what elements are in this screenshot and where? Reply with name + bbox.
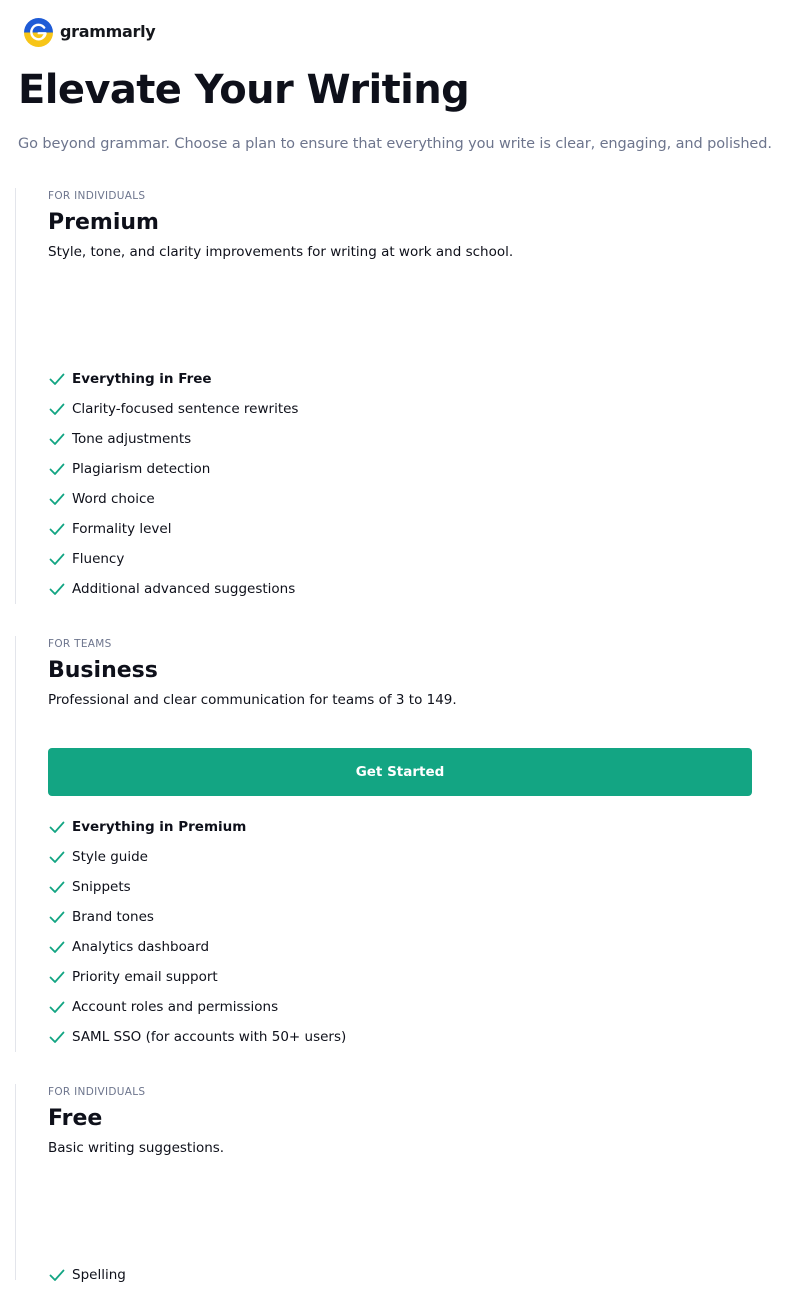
feature-item [48,424,298,454]
feature-item [48,902,346,932]
checkmark-icon [48,490,66,508]
plan-description: Professional and clear communication for teams of 3 to 149. [48,692,457,708]
feature-item [48,872,346,902]
feature-item [48,514,298,544]
feature-item [48,962,346,992]
feature-item [48,1022,346,1052]
feature-label: Priority email support [72,969,218,985]
feature-label: Spelling [72,1267,126,1283]
plan-name: Free [48,1106,103,1131]
plan-card-free [15,1084,753,1283]
plan-description: Basic writing suggestions. [48,1140,225,1156]
plan-card-premium [15,188,753,604]
feature-label: Fluency [72,551,125,567]
plan-audience-tag: FOR TEAMS [48,638,112,650]
checkmark-icon [48,818,66,836]
feature-label: Style guide [72,849,148,865]
feature-label: Everything in Premium [72,819,247,835]
plan-description: Style, tone, and clarity improvements for writing at work and school. [48,244,514,260]
checkmark-icon [48,998,66,1016]
feature-label: Formality level [72,521,172,537]
feature-item [48,992,346,1022]
plan-card-business [15,636,753,1052]
feature-list [48,1260,126,1290]
feature-item [48,574,298,604]
feature-item [48,364,298,394]
brand-wordmark: grammarly [60,22,156,41]
feature-label: Everything in Free [72,371,212,387]
checkmark-icon [48,520,66,538]
feature-item [48,484,298,514]
feature-list [48,364,298,604]
feature-label: Clarity-focused sentence rewrites [72,401,299,417]
checkmark-icon [48,370,66,388]
checkmark-icon [48,550,66,568]
feature-item [48,842,346,872]
feature-label: Analytics dashboard [72,939,210,955]
plan-audience-tag: FOR INDIVIDUALS [48,1086,146,1098]
plan-audience-tag: FOR INDIVIDUALS [48,190,146,202]
checkmark-icon [48,1028,66,1046]
feature-item [48,394,298,424]
checkmark-icon [48,908,66,926]
plan-name: Business [48,658,158,683]
checkmark-icon [48,460,66,478]
feature-item [48,544,298,574]
feature-item [48,1260,126,1290]
checkmark-icon [48,580,66,598]
checkmark-icon [48,1266,66,1284]
checkmark-icon [48,878,66,896]
feature-label: Tone adjustments [72,431,192,447]
checkmark-icon [48,430,66,448]
checkmark-icon [48,938,66,956]
feature-item [48,932,346,962]
feature-label: Word choice [72,491,155,507]
brand-logo[interactable] [24,17,155,47]
checkmark-icon [48,400,66,418]
feature-label: SAML SSO (for accounts with 50+ users) [72,1029,347,1045]
feature-label: Plagiarism detection [72,461,211,477]
feature-item [48,812,346,842]
get-started-button[interactable]: Get Started [48,748,752,796]
checkmark-icon [48,848,66,866]
grammarly-g-logo-icon [24,18,53,47]
feature-label: Snippets [72,879,131,895]
feature-list [48,812,346,1052]
page-subtitle: Go beyond grammar. Choose a plan to ensure that everything you write is clear, engaging, and polished. [18,136,772,152]
plan-name: Premium [48,210,159,235]
page-title: Elevate Your Writing [18,67,470,113]
feature-label: Brand tones [72,909,154,925]
feature-item [48,454,298,484]
feature-label: Account roles and permissions [72,999,279,1015]
feature-label: Additional advanced suggestions [72,581,296,597]
checkmark-icon [48,968,66,986]
